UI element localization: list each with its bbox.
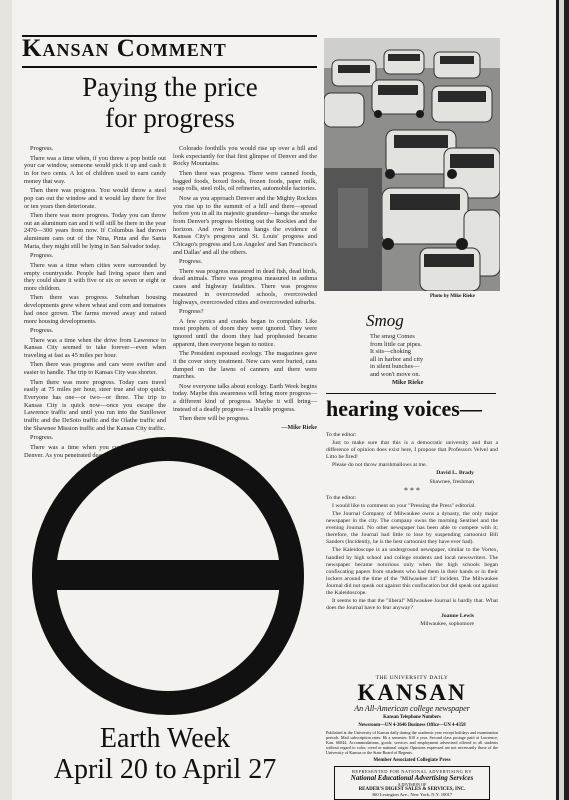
paragraph: Then there will be progress. xyxy=(179,415,250,423)
next-page-sliver xyxy=(559,0,564,800)
poem-line: The smog Comes xyxy=(370,333,415,340)
paragraph: Then there was more progress. Today cars travel easily at 75 miles per hour, steer true and stop quick. Everyone has one—or two—or three. The trip to Kansas City is quick now—once you escape the Lawrence traffic and until you run into the Sunflower traffic and the DeSoto traffic and the Olathe traffic and the Shawnee Mission traffic and the Kansas City traffic. xyxy=(24,378,166,432)
paragraph: Then there was progress and cars were swifter and easier to handle. The trip to Kansas City was shorter. xyxy=(24,361,166,377)
paragraph: Progress. xyxy=(30,327,54,335)
poem-author: Mike Rieke xyxy=(392,378,424,386)
paragraph: Progress. xyxy=(30,252,54,260)
paragraph: Then there was progress. There were canned foods, bagged foods, boxed foods, frozen foods, paper milk, soap rolls, steel rolls, oil refineries, automobile factories. xyxy=(173,169,317,193)
ad-agency: National Educational Advertising Services xyxy=(350,774,474,783)
letter-paragraph: Just to make sure that this is a democratic university and that a difference of opinion does exist here, I propose that Professors Velvel and Litto be fired! xyxy=(326,440,498,461)
paragraph: A few cynics and cranks began to complain. Like most prophets of doom they were ignored. They were ignored until the doom they had prophesied became apparent, then everyone began to notice. xyxy=(173,317,317,348)
headline-line-2: for progress xyxy=(105,103,235,133)
letter-salutation: To the editor: xyxy=(326,494,357,501)
poem-line: from little car pipes. xyxy=(370,340,422,348)
letters-to-editor xyxy=(326,432,498,629)
paragraph: Progress. xyxy=(30,434,54,442)
letter-signature-title: Shawnee, freshman xyxy=(429,478,474,485)
letters-rule xyxy=(326,393,496,394)
phones-list: Newsroom—UN 4-3646 Business Office—UN 4-4358 xyxy=(358,722,466,728)
page-gutter xyxy=(0,0,12,800)
letter-signature-title: Milwaukee, sophomore xyxy=(420,621,474,628)
traffic-photo-illustration xyxy=(324,38,500,291)
earth-week-emblem xyxy=(30,435,306,717)
paragraph: There was a time when cities were surrounded by empty countryside. People had living space then and they could share it with five or six or seven or eight or more children. xyxy=(24,261,166,292)
paragraph: There was progress measured in dead fish, dead birds, dead animals. There was progress measured in asthma cases and highway fatalities. There was progress measured in overcrowded schools, overcrowded highways, overcrowded cities and overcrowded suburbs. xyxy=(173,267,317,306)
poem-line: and won't move on. xyxy=(370,370,421,378)
paragraph: Now as you approach Denver and the Mighty Rockies you rise up to the summit of a hill and there—spread before you in all its majestic grandeur—hangs the smoke from Denver's progress blotting out the Rockies and the horizon. And over horizons hangs the evidence of Kansas City's progress and St. Louis' progress and Chicago's progress and Los Angeles' and San Francisco's and Dallas' and all the others. xyxy=(173,194,317,256)
masthead-top: THE UNIVERSITY DAILY xyxy=(375,675,449,681)
earth-week-title: Earth Week xyxy=(99,723,231,754)
editorial-column-2 xyxy=(173,145,317,433)
paragraph: Then there was progress. You would throw a steel pop can out the window and it would lay there for five or ten years then deteriorate. xyxy=(24,187,166,210)
paragraph: Then there was progress. Suburban housing developments grew where wheat and corn and tomatoes had once grown. The farms moved away and raised more housing developments. xyxy=(24,294,166,325)
letter-paragraph: It seems to me that the "liberal" Milwaukee Journal is hardly that. What does the Journal have to fear anyway? xyxy=(326,598,498,612)
editorial-headline xyxy=(40,72,300,134)
section-banner: Kansan Comment xyxy=(22,35,227,62)
advertising-rep-box xyxy=(334,766,490,800)
letter-signature: Joanne Lewis xyxy=(440,613,474,620)
traffic-photo xyxy=(324,38,500,291)
letter-paragraph: I would like to comment on your "Pressing the Press" editorial. xyxy=(332,502,476,509)
ad-parent: READER'S DIGEST SALES & SERVICES, INC. xyxy=(358,787,466,793)
masthead-membership: Member Associated Collegiate Press xyxy=(373,758,451,764)
earth-week-dates: April 20 to April 27 xyxy=(53,754,277,785)
poem-body xyxy=(370,333,423,386)
paragraph: There was a time when, if you threw a pop bottle out your car window, someone would pick it up and cash it in for two cents. A lot of children used to earn candy money that way. xyxy=(24,154,166,185)
earth-week-caption xyxy=(20,723,310,785)
paragraph: There was a time when the drive from Lawrence to Kansas City seemed to take forever—even when traveling at fast as 45 miles per hour. xyxy=(24,336,166,359)
letter-paragraph: Please do not throw marshmallows at me. xyxy=(332,462,427,469)
paragraph: Now everyone talks about ecology. Earth Week begins today. Maybe this awareness will bring more progress—a different kind of progress. Maybe it will bring—instead of a deadly progress—a livable progress. xyxy=(173,382,317,413)
letter-paragraph: The Kaleidoscope is an underground newspaper, similar to the Vortex, handled by high school and college students and local newswriters. The newspaper became notorious only when the high schools began confiscating papers from students who had them in their hands or in their lockers around the time of the "Milwaukee 14" incident. The Milwaukee Journal did not speak out against this confiscation but did speak out against the Kaleidoscope. xyxy=(326,547,498,596)
paragraph: The President espoused ecology. The magazines gave it the cover story treatment. New cars were buried, cans dumped on the lawns of canners and there were marches. xyxy=(173,350,317,381)
editorial-column-1 xyxy=(24,145,166,461)
banner-rule-bottom xyxy=(22,66,317,68)
letter-paragraph: The Journal Company of Milwaukee owns a dynasty, the only major newspaper in the city. The company owns the morning Sentinel and the evening Journal. No other newspaper has been able to compete with it; therefore, the Journal had little to lose by suspending cartoonist Bill Sanders (Incidently, he is the best cartoonist they have ever had). xyxy=(326,510,498,546)
masthead xyxy=(326,675,498,800)
editorial-byline: —Mike Rieke xyxy=(281,424,317,431)
ad-line: A DIVISION OF xyxy=(397,782,427,788)
paragraph: Progress. xyxy=(179,258,203,266)
letter-salutation: To the editor: xyxy=(326,432,357,438)
ad-line: REPRESENTED FOR NATIONAL ADVERTISING BY xyxy=(351,769,473,775)
letters-heading: hearing voices— xyxy=(326,396,482,421)
poem-line: all in harbor and city xyxy=(370,355,424,363)
paragraph: Colorado foothills you would rise up over a hill and look expectantly for that first glimpse of Denver and the Rocky Mountains. xyxy=(173,145,317,168)
paragraph: There was a time when you could drive west to Denver. As you penetrated deeper into the xyxy=(24,443,166,459)
ad-address: 360 Lexington Ave., New York, N.Y. 10017 xyxy=(371,792,453,798)
masthead-fine-print: Published at the University of Kansas daily during the academic year except holidays and examination periods. Mail subscription rates: $6 a semester, $10 a year. Second class postage paid at Lawrence, Kan. 66044. Accommodations, goods, services and employment advertised offered to all students without regard to color, creed or national origin. Opinions expressed are not necessarily those of the University of Kansas or the State Board of Regents. xyxy=(326,730,498,756)
letters-separator: * * * xyxy=(404,485,420,495)
headline-line-1: Paying the price xyxy=(82,72,258,102)
poem-line: It sits—choking xyxy=(370,348,412,356)
phones-title: Kansan Telephone Numbers xyxy=(383,715,441,720)
photo-credit: Photo by Mike Rieke xyxy=(430,294,475,299)
poem-title: Smog xyxy=(366,311,404,330)
paragraph: Progress? xyxy=(179,308,204,316)
poem-line: in silent bunches— xyxy=(370,363,420,371)
masthead-tagline: An All-American college newspaper xyxy=(354,704,470,713)
masthead-name: KANSAN xyxy=(357,680,467,705)
paragraph: Progress. xyxy=(30,145,54,152)
letter-signature: David L. Brady xyxy=(436,470,474,477)
paragraph: Then there was more progress. Today you can throw out an aluminum can and it will still be there in the year 2470—300 years from now. If Columbus had thrown aluminum cans out of the Nina, Pinta and the Santa Maria, they might still be lying in San Salvador today. xyxy=(24,212,166,250)
